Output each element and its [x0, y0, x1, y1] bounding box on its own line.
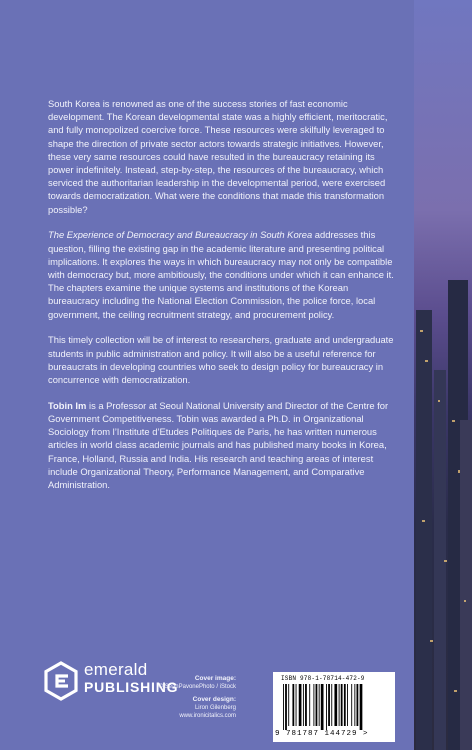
barcode-stripe	[316, 684, 318, 726]
barcode-stripe	[313, 684, 314, 726]
emerald-logo-icon	[44, 661, 78, 701]
barcode-stripe	[285, 684, 287, 730]
barcode-stripe	[283, 684, 284, 730]
description-paragraph-3: This timely collection will be of interest to researchers, graduate and undergraduate students in public administration and policy. It will also be a useful reference for bureaucrats in developing countries who seek to design policy for bureaucracy in concurrence with democratization.	[48, 334, 394, 386]
designer-website: www.ironicitalics.com	[179, 713, 236, 719]
cover-image-heading: Cover image:	[194, 675, 236, 682]
barcode-stripe	[309, 684, 310, 726]
barcode-stripe	[296, 684, 297, 726]
barcode-stripe	[341, 684, 343, 726]
book-title: The Experience of Democracy and Bureaucracy in South Korea	[48, 229, 313, 241]
barcode-stripe	[331, 684, 332, 726]
cover-credits	[159, 675, 236, 720]
city-photo-strip	[414, 0, 472, 750]
barcode-stripe	[321, 684, 324, 730]
barcode-stripe	[334, 684, 337, 726]
back-cover-text	[48, 97, 396, 504]
author-name: Tobin Im	[48, 399, 87, 411]
description-paragraph-2: The Experience of Democracy and Bureaucracy in South Korea addresses this question, filling the existing gap in the academic literature and presenting political implications. It explores the ways in which bureaucracy may not only be compatible with democracy but, more ambitiously, the conditions under which it can enhance it. The chapters examine the unique systems and institutions of the Korean bureaucracy including the National Election Commission, the police force, local government, the ceiling recruitment strategy, and procurement policy.	[48, 229, 394, 320]
barcode-stripe	[344, 684, 346, 726]
cover-design-heading: Cover design:	[192, 696, 236, 703]
barcode-digits: 9 781787 144729 >	[275, 730, 369, 738]
barcode-stripe	[299, 684, 302, 726]
description-paragraph-1: South Korea is renowned as one of the success stories of fast economic development. The Korean developmental state was a highly efficient, meritocratic, and fully monopolized coercive force. These resources were skilfully leveraged to shape the direction of private sector actors towards strategic initiatives. However, these very same resources could have resulted in the bureaucracy retaining its power indefinitely. Instead, step-by-step, the resources of the bureaucracy, which serviced the authoritarian leadership in the developmental period, were exercised towards democratization. What were the conditions that made this transformation possible?	[48, 98, 388, 215]
barcode-stripe	[326, 684, 327, 730]
barcode-stripe	[347, 684, 348, 726]
barcode-stripe	[354, 684, 355, 726]
barcode-stripe	[351, 684, 352, 726]
barcode	[273, 672, 395, 742]
barcode-stripe	[305, 684, 307, 726]
barcode-stripe	[360, 684, 363, 730]
barcode-bars	[283, 684, 387, 730]
barcode-stripe	[319, 684, 320, 726]
isbn-label: ISBN 978-1-78714-472-9	[281, 675, 365, 682]
author-bio: Tobin Im is a Professor at Seoul National University and Director of the Centre for Government Competitiveness. Tobin was awarded a Ph.D. in Organizational Sociology from l’Institute d’Etudes Politiques de Paris, he has written numerous articles in world class academic journals and has published many books in Korea, France, Holland, Russia and India. His research and teaching areas of interest include Organizational Theory, Performance Management, and Comparative Administration.	[48, 399, 389, 491]
barcode-stripe	[339, 684, 340, 726]
barcode-stripe	[303, 684, 304, 726]
barcode-stripe	[357, 684, 359, 726]
cover-image-credit: © SeanPavonePhoto / iStock	[158, 684, 236, 690]
barcode-stripe	[328, 684, 330, 726]
barcode-stripe	[292, 684, 294, 726]
barcode-stripe	[288, 684, 289, 726]
cover-designer: Liron Gilenberg	[194, 705, 236, 711]
publisher-name: emerald PUBLISHING	[84, 660, 179, 695]
